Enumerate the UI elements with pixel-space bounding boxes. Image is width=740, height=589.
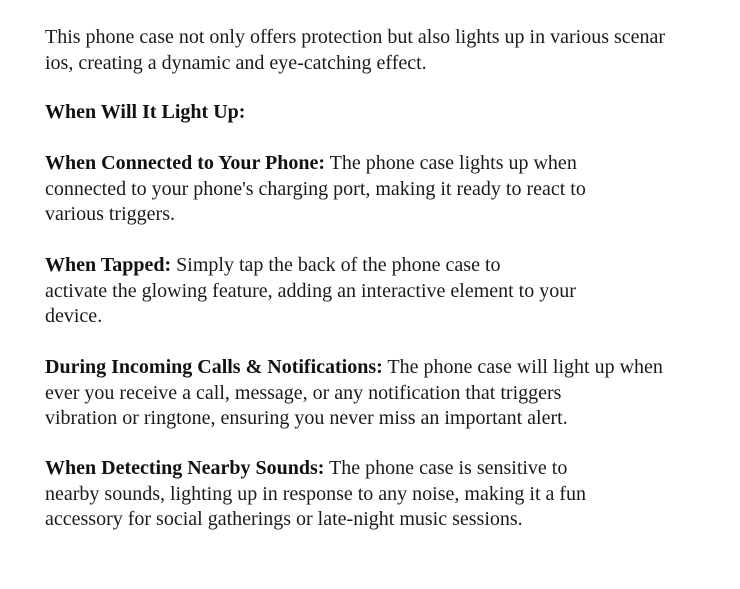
feature-label: When Connected to Your Phone:: [45, 152, 326, 174]
feature-text: The phone case lights up when: [325, 152, 577, 174]
paragraph-line: [45, 151, 586, 177]
feature-paragraph-calls: [45, 355, 663, 432]
feature-text: Simply tap the back of the phone case to: [171, 254, 501, 276]
paragraph-line: [45, 355, 663, 381]
feature-label: When Detecting Nearby Sounds:: [45, 457, 325, 479]
paragraph-line: device.: [45, 305, 103, 327]
intro-line: ios, creating a dynamic and eye-catching effect.: [45, 51, 427, 74]
paragraph-line: ever you receive a call, message, or any notification that triggers: [45, 381, 562, 404]
intro-line: This phone case not only offers protection but also lights up in various scenar: [45, 26, 666, 48]
paragraph-line: various triggers.: [45, 203, 175, 225]
paragraph-line: nearby sounds, lighting up in response to any noise, making it a fun: [45, 482, 587, 505]
feature-text: The phone case will light up when: [382, 356, 663, 378]
paragraph-line: [45, 253, 576, 279]
intro-paragraph: [45, 25, 665, 76]
paragraph-line: vibration or ringtone, ensuring you never miss an important alert.: [45, 407, 568, 429]
paragraph-line: accessory for social gatherings or late-night music sessions.: [45, 508, 523, 530]
paragraph-line: [45, 456, 586, 482]
feature-label: When Tapped:: [45, 254, 172, 276]
paragraph-line: connected to your phone's charging port, making it ready to react to: [45, 177, 586, 200]
paragraph-line: activate the glowing feature, adding an interactive element to your: [45, 279, 576, 302]
feature-label: During Incoming Calls & Notifications:: [45, 356, 383, 378]
feature-paragraph-sounds: [45, 456, 586, 533]
section-heading: When Will It Light Up:: [45, 101, 246, 123]
feature-paragraph-tapped: [45, 253, 576, 330]
feature-text: The phone case is sensitive to: [324, 457, 568, 479]
feature-paragraph-connected: [45, 151, 586, 228]
